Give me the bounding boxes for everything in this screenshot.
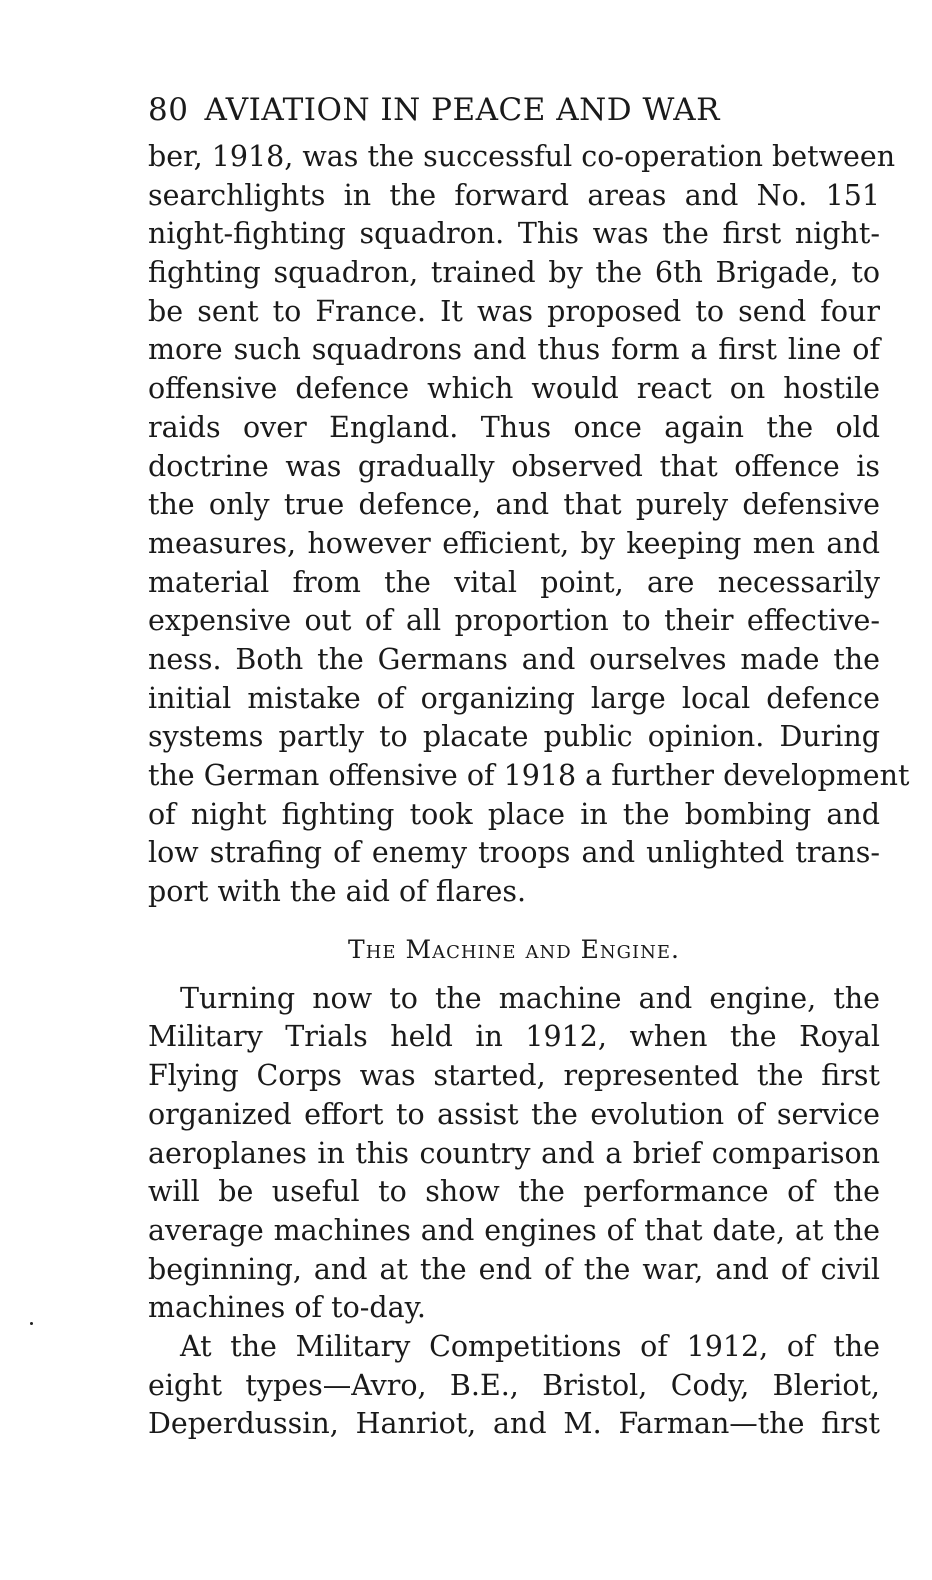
text-line: Turning now to the machine and engine, the: [180, 981, 880, 1015]
book-page: [148, 88, 910, 1444]
text-line: measures, however efficient, by keeping men and: [148, 526, 880, 560]
text-line: beginning, and at the end of the war, and of civil: [148, 1252, 880, 1286]
text-line: material from the vital point, are necessarily: [148, 565, 880, 599]
text-line: doctrine was gradually observed that offence is: [148, 449, 880, 483]
paragraph-2: [148, 980, 880, 1328]
text-line: more such squadrons and thus form a first line of: [148, 333, 880, 367]
text-line: fighting squadron, trained by the 6th Brigade, to: [148, 256, 880, 290]
text-line: raids over England. Thus once again the old: [148, 410, 880, 444]
text-line: Military Trials held in 1912, when the Royal: [148, 1020, 880, 1054]
running-head: [148, 88, 880, 138]
text-line: At the Military Competitions of 1912, of the: [180, 1329, 880, 1363]
text-line: offensive defence which would react on hostile: [148, 372, 880, 406]
text-line: the German offensive of 1918 a further development: [148, 759, 910, 792]
text-line: of night fighting took place in the bombing and: [148, 797, 880, 831]
text-line: be sent to France. It was proposed to send four: [148, 294, 880, 328]
text-line: machines of to-day.: [148, 1291, 426, 1325]
text-line: eight types—Avro, B.E., Bristol, Cody, Bleriot,: [148, 1368, 880, 1402]
text-line: searchlights in the forward areas and No. 151: [148, 178, 880, 212]
paragraph-3: [148, 1328, 880, 1444]
text-line: will be useful to show the performance of the: [148, 1175, 880, 1209]
text-line: Deperdussin, Hanriot, and M. Farman—the first: [148, 1407, 880, 1441]
text-line: aeroplanes in this country and a brief comparison: [148, 1136, 880, 1170]
text-line: average machines and engines of that date, at the: [148, 1213, 880, 1247]
page-number: 80: [148, 92, 189, 128]
text-line: initial mistake of organizing large local defence: [148, 681, 880, 715]
text-line: port with the aid of flares.: [148, 875, 527, 909]
section-heading: The Machine and Engine.: [348, 934, 680, 964]
text-line: Flying Corps was started, represented the first: [148, 1059, 880, 1093]
text-line: the only true defence, and that purely defensive: [148, 488, 880, 522]
text-line: low strafing of enemy troops and unlighted trans-: [148, 836, 880, 870]
text-line: ber, 1918, was the successful co-operation between: [148, 140, 896, 173]
text-line: systems partly to placate public opinion. During: [148, 720, 880, 754]
text-line: expensive out of all proportion to their effective-: [148, 604, 880, 638]
text-line: ness. Both the Germans and ourselves made the: [148, 642, 880, 676]
text-line: night-fighting squadron. This was the first night-: [148, 217, 880, 251]
scan-speck: [30, 1322, 33, 1325]
text-line: organized effort to assist the evolution of service: [148, 1097, 880, 1131]
running-title: AVIATION IN PEACE AND WAR: [204, 92, 721, 128]
paragraph-1: [148, 138, 910, 912]
